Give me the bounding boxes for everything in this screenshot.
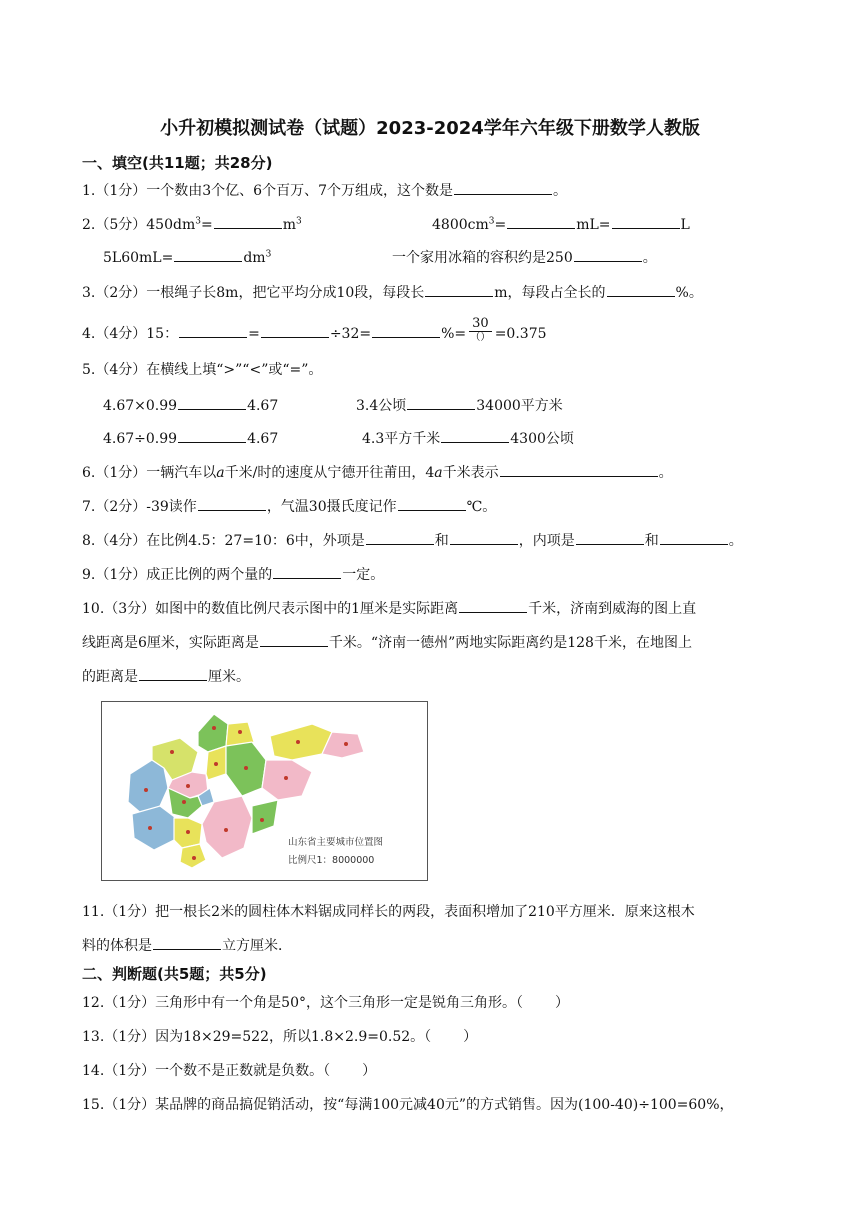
question-10-line-3: 的距离是 厘米。 — [82, 666, 250, 687]
answer-blank[interactable] — [178, 395, 246, 410]
region-linyi — [202, 796, 252, 858]
answer-blank[interactable] — [607, 282, 675, 297]
question-2-part-b: $4800cm^3= mL= L$ — [432, 214, 690, 235]
region-zaozhuang — [180, 844, 206, 868]
answer-blank[interactable] — [407, 395, 475, 410]
question-14: 14.（1分）一个数不是正数就是负数。（ ） — [82, 1063, 377, 1079]
question-9: 9.（1分）成正比例的两个量的 一定。 — [82, 564, 384, 585]
answer-blank[interactable] — [139, 666, 207, 681]
answer-blank[interactable] — [261, 323, 329, 338]
answer-blank[interactable] — [174, 247, 242, 262]
question-2: 2.（5分）$450dm^3= m^3$ — [82, 214, 302, 235]
answer-blank[interactable] — [178, 428, 246, 443]
answer-blank[interactable] — [612, 214, 680, 229]
answer-blank[interactable] — [450, 530, 518, 545]
question-12: 12.（1分）三角形中有一个角是50°，这个三角形一定是锐角三角形。（ ） — [82, 995, 569, 1011]
question-7: 7.（2分）-39读作 ，气温30摄氏度记作 ℃。 — [82, 496, 496, 517]
answer-blank[interactable] — [574, 247, 642, 262]
answer-blank[interactable] — [366, 530, 434, 545]
region-liaocheng — [128, 760, 168, 814]
shandong-map-figure — [101, 701, 428, 881]
answer-blank[interactable] — [441, 428, 509, 443]
answer-blank[interactable] — [273, 564, 341, 579]
answer-blank[interactable] — [198, 496, 266, 511]
question-10: 10.（3分）如图中的数值比例尺表示图中的1厘米是实际距离 千米，济南到威海的图上直 — [82, 598, 696, 619]
region-qingdao — [262, 760, 312, 800]
page-title: 小升初模拟测试卷（试题）2023-2024学年六年级下册数学人教版 — [160, 118, 700, 139]
answer-blank[interactable] — [372, 323, 440, 338]
question-2-part-c: $5L60mL= dm^3$ — [103, 247, 271, 268]
question-15: 15.（1分）某品牌的商品搞促销活动，按“每满100元减40元”的方式销售。因为(100-40)÷100=60%， — [82, 1097, 734, 1113]
answer-blank[interactable] — [454, 180, 552, 195]
answer-blank[interactable] — [214, 214, 282, 229]
map-scale-label: 比例尺1：8000000 — [288, 855, 375, 866]
question-8: 8.（4分）在比例4.5：27=10：6中，外项是 和 ，内项是 和 。 — [82, 530, 743, 551]
map-caption-title: 山东省主要城市位置图 — [288, 837, 384, 848]
question-11: 11.（1分）把一根长2米的圆柱体木料锯成同样长的两段，表面积增加了210平方厘米．原来这根木 — [82, 904, 695, 920]
question-1 — [82, 180, 567, 201]
question-5-part-d: 4.3平方千米 4300公顷 — [362, 428, 574, 449]
question-5: 5.（4分）在横线上填“>”“<”或“=”。 — [82, 362, 323, 378]
question-11-line-2: 料的体积是 立方厘米． — [82, 935, 292, 956]
question-2-part-d: 一个家用冰箱的容积约是250 。 — [392, 247, 657, 268]
answer-blank[interactable] — [179, 323, 247, 338]
question-4: 4.（4分）15： = ÷32= %= $\frac{30}{()}$ =0.375 — [82, 316, 547, 343]
answer-blank[interactable] — [500, 462, 658, 477]
region-heze — [132, 806, 176, 850]
region-rizhao — [252, 800, 278, 834]
question-text: 2.（5分）450dm — [82, 217, 196, 233]
question-text: 1.（1分）一个数由3个亿、6个百万、7个万组成，这个数是 — [82, 183, 453, 199]
question-3: 3.（2分）一根绳子长8m，把它平均分成10段，每段长 m，每段占全长的 %。 — [82, 282, 703, 303]
question-5-part-b: 3.4公顷 34000平方米 — [356, 395, 563, 416]
question-6: 6.（1分）一辆汽车以a千米/时的速度从宁德开往莆田，4a千米表示 。 — [82, 462, 673, 483]
answer-blank[interactable] — [459, 598, 527, 613]
question-5-part-c: 4.67÷0.99 4.67 — [103, 428, 278, 449]
question-13: 13.（1分）因为18×29=522，所以1.8×2.9=0.52。（ ） — [82, 1029, 478, 1045]
answer-blank[interactable] — [153, 935, 221, 950]
answer-blank[interactable] — [507, 214, 575, 229]
answer-blank[interactable] — [398, 496, 466, 511]
answer-blank[interactable] — [660, 530, 728, 545]
answer-blank[interactable] — [425, 282, 493, 297]
question-text: 。 — [553, 183, 567, 199]
answer-blank[interactable] — [576, 530, 644, 545]
question-5-part-a: 4.67×0.99 4.67 — [103, 395, 278, 416]
map-illustration — [102, 702, 427, 880]
question-10-line-2: 线距离是6厘米，实际距离是 千米。“济南一德州”两地实际距离约是128千米，在地图上 — [82, 632, 692, 653]
section-heading-true-false: 二、判断题(共5题；共5分) — [82, 965, 267, 983]
answer-blank[interactable] — [260, 632, 328, 647]
section-heading-fill-in: 一、填空(共11题；共28分) — [82, 154, 273, 172]
fraction: $\frac{30}{()}$ — [470, 316, 491, 343]
